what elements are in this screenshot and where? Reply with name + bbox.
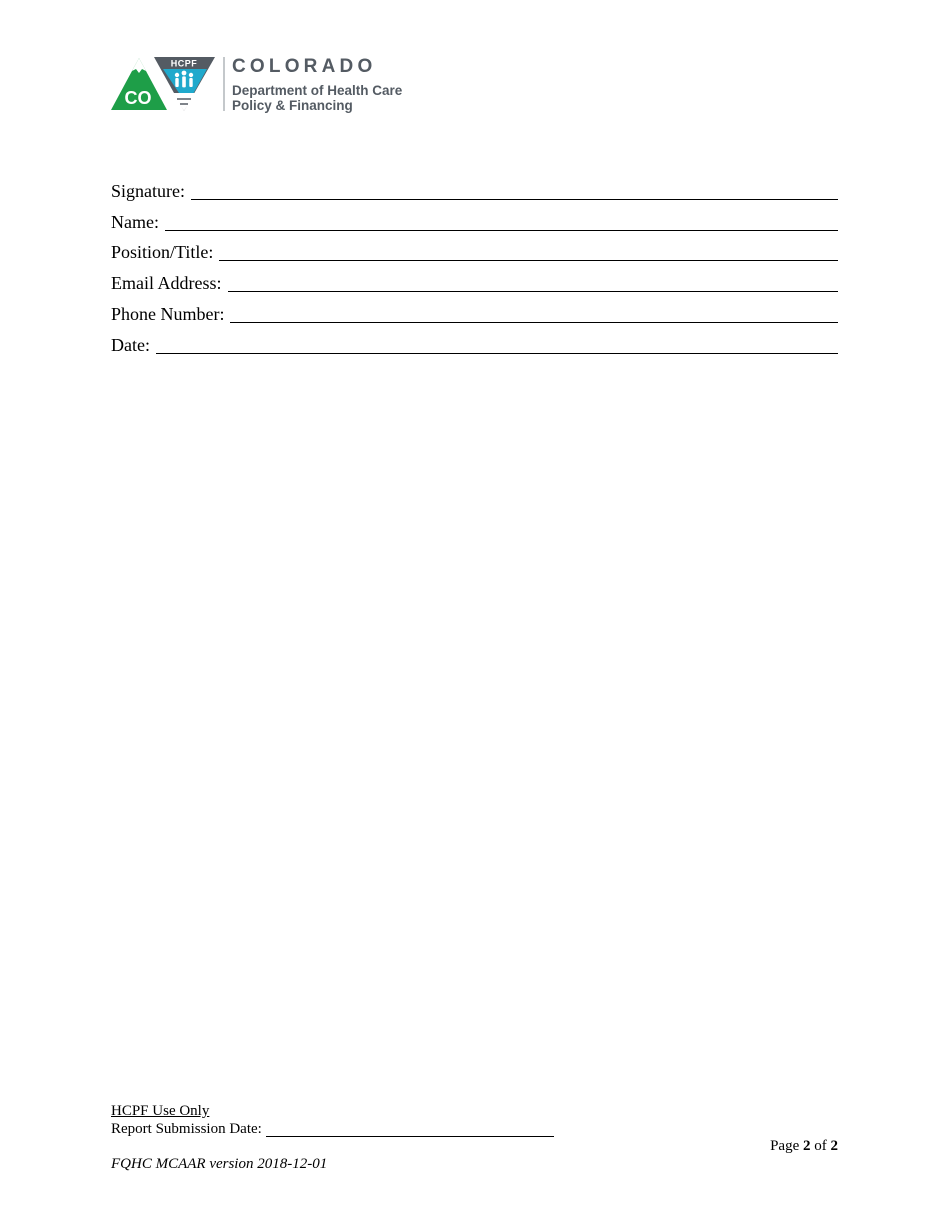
position-title-line[interactable]: [219, 244, 838, 261]
people-icon: [175, 71, 193, 88]
logo-state-name: COLORADO: [232, 56, 377, 77]
hcpf-use-only-heading: HCPF Use Only: [111, 1103, 210, 1119]
report-submission-field: [111, 1120, 554, 1138]
page-word: Page: [770, 1138, 800, 1154]
signature-form: [111, 170, 838, 355]
page-current: 2: [803, 1138, 811, 1154]
date-line[interactable]: [156, 337, 838, 354]
name-line[interactable]: [165, 214, 838, 231]
page-number: [770, 1138, 838, 1155]
hcpf-logo: [111, 55, 431, 117]
colorado-hcpf-logo-graphic: [111, 55, 431, 117]
phone-number-field: [111, 293, 838, 324]
page-of: of: [814, 1138, 827, 1154]
position-title-label: Position/Title:: [111, 242, 214, 263]
position-title-field: [111, 232, 838, 263]
date-label: Date:: [111, 334, 150, 355]
name-field: [111, 201, 838, 232]
signature-line[interactable]: [191, 183, 838, 200]
page-total: 2: [830, 1138, 838, 1154]
phone-number-line[interactable]: [230, 306, 838, 323]
email-address-label: Email Address:: [111, 273, 222, 294]
white-tip-shape: [173, 93, 195, 111]
phone-number-label: Phone Number:: [111, 303, 225, 324]
date-field: [111, 324, 838, 355]
email-address-field: [111, 262, 838, 293]
signature-field: [111, 170, 838, 201]
logo-department-line2: Policy & Financing: [232, 98, 353, 113]
signature-label: Signature:: [111, 180, 185, 201]
report-submission-line[interactable]: [266, 1122, 554, 1137]
email-address-line[interactable]: [228, 275, 839, 292]
report-submission-label: Report Submission Date:: [111, 1121, 262, 1137]
form-version: FQHC MCAAR version 2018-12-01: [111, 1156, 328, 1172]
hcpf-use-only-block: [111, 1102, 554, 1138]
name-label: Name:: [111, 211, 159, 232]
logo-badge-text: HCPF: [170, 58, 198, 69]
logo-department-line1: Department of Health Care: [232, 83, 403, 98]
logo-state-abbrev: CO: [124, 88, 152, 108]
